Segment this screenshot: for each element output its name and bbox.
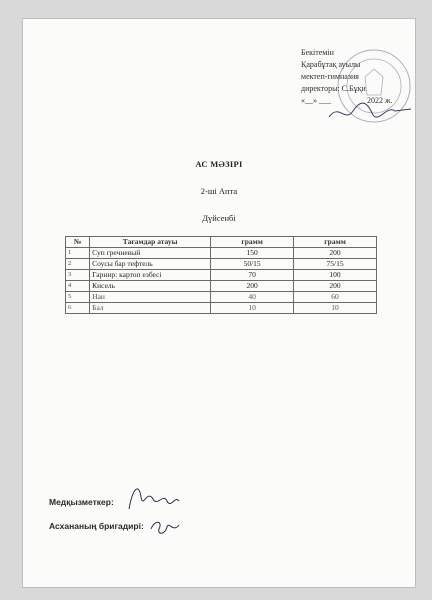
gram-small: 70	[211, 270, 294, 281]
table-header-row	[66, 237, 377, 248]
table-row	[66, 259, 377, 270]
col-gram1-header: грамм	[211, 237, 294, 248]
approval-line-3: мектеп-гимназия	[301, 72, 359, 81]
row-number: 2	[66, 259, 90, 270]
table-row	[66, 281, 377, 292]
gram-small: 50/15	[211, 259, 294, 270]
table-row	[66, 248, 377, 259]
gram-small: 40	[211, 292, 294, 303]
table-row	[66, 270, 377, 281]
gram-small: 10	[211, 303, 294, 314]
approval-line-4: директоры: С.Бұқи	[301, 84, 366, 93]
day-label: Дүйсенбі	[202, 213, 236, 223]
approval-line-1: Бекітемін	[301, 48, 334, 57]
dish-name: Кисель	[90, 281, 211, 292]
gram-large: 200	[294, 281, 377, 292]
dish-name: Бал	[90, 303, 211, 314]
row-number: 5	[66, 292, 90, 303]
menu-title: АС МӘЗІРІ	[195, 159, 243, 169]
approval-line-2: Қарабұтақ ауылы	[301, 60, 361, 69]
week-label: 2-ші Апта	[200, 186, 238, 196]
row-number: 1	[66, 248, 90, 259]
document-page	[22, 18, 416, 588]
gram-large: 60	[294, 292, 377, 303]
approval-date-year: 2022 ж.	[367, 96, 393, 105]
row-number: 6	[66, 303, 90, 314]
medical-staff-label: Медқызметкер:	[49, 497, 114, 507]
table-row	[66, 292, 377, 303]
menu-table	[65, 236, 377, 314]
gram-small: 150	[211, 248, 294, 259]
chef-signature-icon	[147, 515, 183, 539]
dish-name: Суп гречневый	[90, 248, 211, 259]
dish-name: Соусы бар тефтель	[90, 259, 211, 270]
col-dish-header: Тағамдар атауы	[90, 237, 211, 248]
col-gram2-header: грамм	[294, 237, 377, 248]
gram-large: 75/15	[294, 259, 377, 270]
chef-label: Асхананың бригадирі:	[49, 521, 144, 531]
approval-date-day: «__» ___	[301, 96, 331, 105]
gram-large: 200	[294, 248, 377, 259]
col-number-header: №	[66, 237, 90, 248]
director-signature-icon	[325, 97, 415, 127]
dish-name: Гарнир: картоп езбесі	[90, 270, 211, 281]
table-row	[66, 303, 377, 314]
dish-name: Нан	[90, 292, 211, 303]
gram-small: 200	[211, 281, 294, 292]
row-number: 4	[66, 281, 90, 292]
row-number: 3	[66, 270, 90, 281]
gram-large: 100	[294, 270, 377, 281]
medical-signature-icon	[123, 479, 183, 517]
gram-large: 10	[294, 303, 377, 314]
